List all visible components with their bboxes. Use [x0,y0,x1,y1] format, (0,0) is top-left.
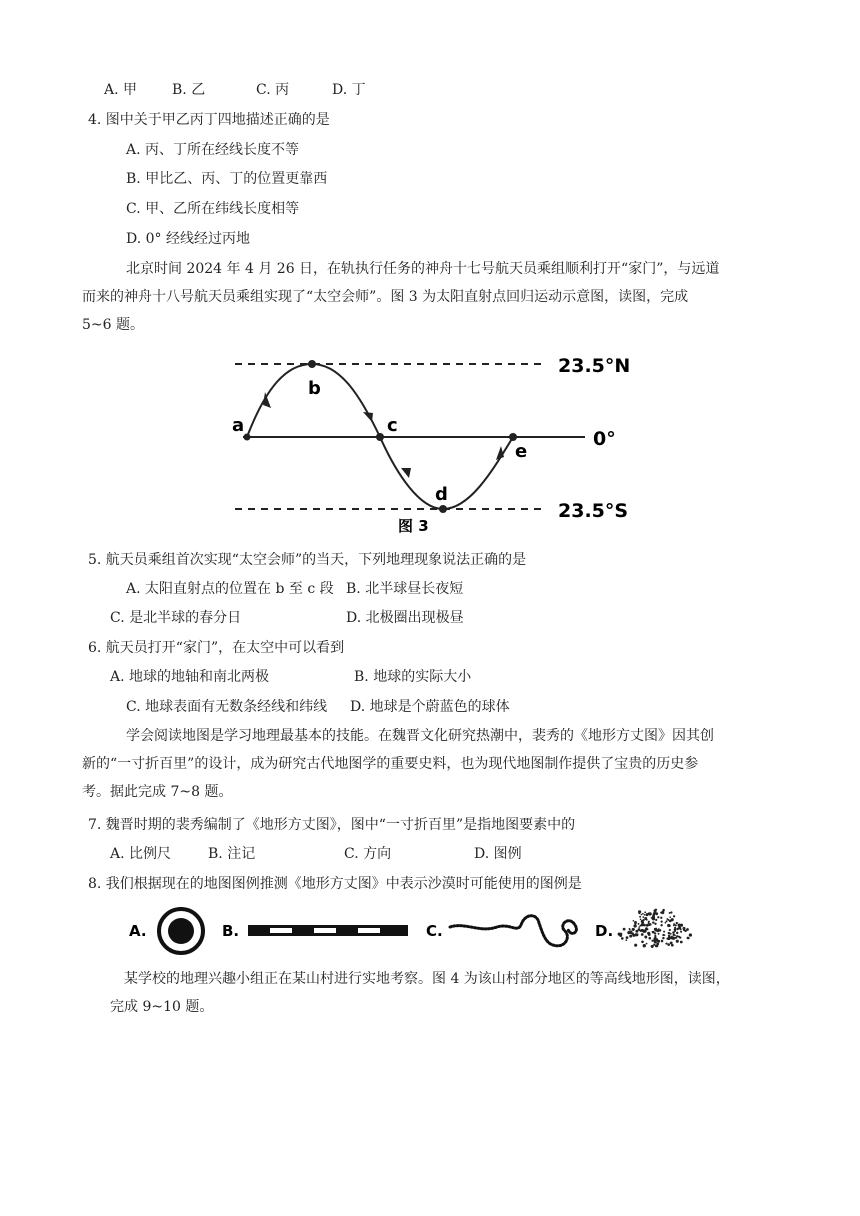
desert-dot [635,930,638,933]
desert-dot [639,930,641,932]
desert-dot [669,929,671,931]
q7-option-c: C. 方向 [344,846,392,862]
desert-dot [658,928,660,930]
desert-dot [655,919,657,921]
q6-options-row-1 [110,667,471,687]
q5-options-row-1 [126,579,463,599]
desert-dot [642,913,644,915]
q8-option-c-wavy-line-symbol [450,916,576,946]
point-d [439,505,447,513]
desert-dot [683,927,686,930]
desert-dot [638,926,640,928]
desert-dot [665,920,667,922]
passage-1-line-2: 而来的神舟十八号航天员乘组实现了“太空会师”。图 3 为太阳直射点回归运动示意图，读图，完成 [82,289,689,305]
q5-option-a: A. 太阳直射点的位置在 b 至 c 段 [126,581,334,597]
q4-option-b: B. 甲比乙、丙、丁的位置更靠西 [126,171,328,187]
q3-option-d: D. 丁 [332,82,366,98]
desert-dot [644,936,647,939]
q7-options [110,844,522,864]
desert-dot [688,937,690,939]
desert-dot [621,937,624,940]
desert-dot [680,924,682,926]
q4-option-a: A. 丙、丁所在经线长度不等 [126,142,300,158]
label-equator: 0° [593,428,616,450]
desert-dot [676,922,678,924]
q7-stem: 7. 魏晋时期的裴秀编制了《地形方丈图》，图中“一寸折百里”是指地图要素中的 [88,817,576,833]
passage-1 [82,255,772,339]
desert-dot [651,917,653,919]
desert-dot [669,912,671,914]
desert-dot [671,944,674,947]
desert-dot [669,916,671,918]
desert-dot [662,937,664,939]
desert-dot [641,940,644,943]
desert-dot [661,920,663,922]
q4-stem: 4. 图中关于甲乙丙丁四地描述正确的是 [88,112,330,128]
passage-1-line-1: 北京时间 2024 年 4 月 26 日，在轨执行任务的神舟十七号航天员乘组顺利打开“家门”，与远道 [126,261,720,277]
q4-option-c: C. 甲、乙所在纬线长度相等 [126,201,300,217]
desert-dot [678,936,680,938]
q6-option-c: C. 地球表面有无数条经线和纬线 [126,699,328,715]
desert-dot [664,922,666,924]
desert-dot [644,914,646,916]
desert-dot [676,940,679,943]
q3-options [104,80,366,100]
desert-dot [644,917,647,920]
q8-option-a-label: A. [129,922,147,940]
desert-dot [619,934,622,937]
q6-stem: 6. 航天员打开“家门”，在太空中可以看到 [88,640,345,656]
passage-2-line-1: 学会阅读地图是学习地理最基本的技能。在魏晋文化研究热潮中，裴秀的《地形方丈图》因其创 [126,728,714,744]
desert-dot [680,929,682,931]
desert-dot [630,930,632,932]
desert-dot [638,910,641,913]
q7-option-a: A. 比例尺 [110,846,172,862]
desert-dot [654,909,657,912]
point-e [509,433,517,441]
desert-dot [668,932,670,934]
arrow-d-to-e [496,446,504,460]
desert-dot [648,933,651,936]
passage-3-line-2: 完成 9~10 题。 [110,999,214,1015]
desert-dot [651,940,653,942]
desert-dot [658,933,660,935]
passage-1-line-3: 5~6 题。 [82,317,144,333]
label-23-5s: 23.5°S [558,500,629,522]
passage-3-line-1: 某学校的地理兴趣小组正在某山村进行实地考察。图 4 为该山村部分地区的等高线地形图，读图， [124,971,730,987]
q8-stem: 8. 我们根据现在的地图图例推测《地形方丈图》中表示沙漠时可能使用的图例是 [88,876,582,892]
q6-option-a: A. 地球的地轴和南北两极 [110,669,270,685]
desert-dot [639,916,641,918]
desert-dot [646,943,648,945]
q5-option-d: D. 北极圈出现极昼 [346,610,464,626]
desert-dot [634,944,637,947]
desert-dot [661,911,664,914]
desert-dot [634,921,637,924]
desert-dot [632,928,635,931]
desert-dot [660,924,662,926]
desert-dot [655,912,658,915]
q3-option-c: C. 丙 [256,82,290,98]
desert-dot [643,944,646,947]
q8-option-a-city-symbol [159,909,203,953]
desert-dot [672,931,675,934]
desert-dot [670,933,672,935]
desert-dot [641,914,643,916]
desert-dot [689,933,692,936]
desert-dot [644,911,646,913]
q5-option-b: B. 北半球昼长夜短 [346,581,464,597]
desert-dot [655,928,657,930]
label-23-5n: 23.5°N [558,355,631,377]
desert-dot [668,936,671,939]
desert-dot [679,937,681,939]
desert-dot [663,909,665,911]
desert-dot [623,928,626,931]
desert-dot [641,923,644,926]
passage-2 [82,722,772,806]
desert-dot [648,912,651,915]
q3-option-b: B. 乙 [172,82,206,98]
desert-dot [640,918,642,920]
desert-dot [626,936,629,939]
passage-3 [110,965,772,1021]
desert-dot [629,935,632,938]
q8-option-b-label: B. [222,922,240,940]
arrow-b-to-c [363,412,373,422]
label-d: d [435,484,448,505]
desert-dot [653,913,656,916]
desert-dot [641,933,644,936]
desert-dot [666,918,668,920]
point-a [244,434,251,441]
q5-stem: 5. 航天员乘组首次实现“太空会师”的当天，下列地理现象说法正确的是 [88,552,527,568]
desert-dot [674,928,677,931]
desert-dot [656,943,659,946]
q6-option-b: B. 地球的实际大小 [354,669,472,685]
desert-dot [663,931,665,933]
desert-dot [665,943,667,945]
q8-legend-options [125,905,700,955]
desert-dot [652,931,654,933]
q8-option-d-label: D. [595,922,614,940]
desert-dot [669,920,671,922]
desert-dot [673,923,675,925]
desert-dot [680,931,682,933]
q8-option-b-railway-symbol [248,925,408,936]
desert-dot [673,915,675,917]
label-e: e [515,441,528,462]
label-b: b [308,378,321,399]
desert-dot [654,932,656,934]
desert-dot [632,934,635,937]
desert-dot [642,916,644,918]
q7-option-b: B. 注记 [208,846,256,862]
desert-dot [633,924,636,927]
q5-options-row-2 [110,608,464,628]
desert-dot [680,941,683,944]
desert-dot [671,936,673,938]
label-a: a [232,415,245,436]
desert-dot [633,920,635,922]
desert-dot [649,937,652,940]
desert-dot [670,911,672,913]
q8-option-c-label: C. [426,922,443,940]
desert-dot [620,933,622,935]
desert-dot [627,931,630,934]
figure-3-caption: 图 3 [398,517,429,535]
desert-dot [661,940,664,943]
desert-dot [657,916,659,918]
passage-2-line-2: 新的“一寸折百里”的设计，成为研究古代地图学的重要史料，也为现代地图制作提供了宝贵的历史参 [82,756,699,772]
figure-3-sun-direct-point-diagram [225,350,645,535]
desert-dot [667,924,670,927]
desert-dot [645,929,647,931]
desert-dot [625,939,627,941]
label-c: c [387,415,398,436]
desert-dot [648,921,650,923]
desert-dot [674,934,676,936]
q6-option-d: D. 地球是个蔚蓝色的球体 [350,699,510,715]
desert-dot [660,917,662,919]
desert-dot [653,939,656,942]
q8-option-d-dotted-desert-symbol [618,909,692,948]
q5-option-c: C. 是北半球的春分日 [110,610,242,626]
desert-dot [629,928,631,930]
desert-dot [652,921,654,923]
passage-2-line-3: 考。据此完成 7~8 题。 [82,784,233,800]
desert-dot [675,924,677,926]
q7-option-d: D. 图例 [474,846,522,862]
q6-options-row-2 [126,697,510,717]
desert-dot [638,923,640,925]
desert-dot [655,936,657,938]
desert-dot [654,923,656,925]
desert-dot [645,913,648,916]
desert-dot [676,928,678,930]
desert-dot [686,928,689,931]
desert-dot [662,934,664,936]
desert-dot [666,938,668,940]
point-c [376,433,384,441]
q4-option-d: D. 0° 经线经过丙地 [126,231,250,247]
point-b [308,360,316,368]
desert-dot [646,924,649,927]
desert-dot [667,943,670,946]
q3-option-a: A. 甲 [104,82,138,98]
desert-dot [643,919,645,921]
desert-dot [676,932,678,934]
